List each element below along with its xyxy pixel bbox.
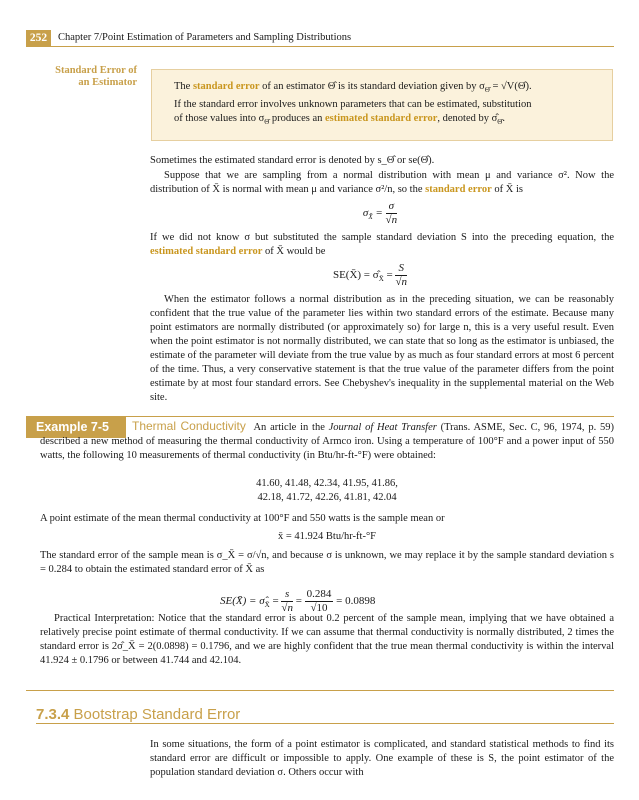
- definition-line-1: The standard error of an estimator Θ̂ is its standard deviation given by $\sigma_{\Thetâ}$ = √V(Θ̂).: [174, 81, 532, 95]
- example-mean-equation: x̄ = 41.924 Btu/hr-ft-°F: [278, 531, 376, 542]
- example-intro: Thermal Conductivity An article in the Journal of Heat Transfer (Trans. ASME, Sec. C, 96, 1974, p. 59) described a new method of measuring the thermal conductivity of Armco iron. Using a temperature of 100°F and a power input of 550 watts, the following 10 measurements of thermal conductivity (in Btu/hr-ft-°F) were obtained:: [40, 419, 614, 461]
- definition-line-3: of those values into $\sigma_{\Thetâ}$ produces an estimated standard error, denoted by $\sigmâ_{\Thetâ}$.: [174, 113, 505, 127]
- running-head: Chapter 7/Point Estimation of Parameters and Sampling Distributions: [58, 32, 352, 43]
- data-line-2: 42.18, 41.72, 42.26, 41.81, 42.04: [257, 492, 397, 503]
- paragraph-estimated-se: If we did not know σ but substituted the sample standard deviation S into the preceding equation, the estimated standard error of X̄ would be: [150, 232, 614, 257]
- header-rule: [26, 46, 614, 47]
- paragraph-normal-sampling: Suppose that we are sampling from a normal distribution with mean μ and variance σ². Now the distribution of X̄ is normal with mean μ and variance σ²/n, so the standard error of X̄ is: [150, 170, 614, 195]
- side-label-line-1: Standard Error of: [55, 65, 137, 76]
- equation-se-xbar: SE(X̄) = $\sigmâ_{X̄}$ = $\frac{S}{√n}$: [332, 262, 408, 288]
- section-rule: [36, 723, 614, 724]
- data-line-1: 41.60, 41.48, 42.34, 41.95, 41.86,: [256, 478, 398, 489]
- example-interpretation: Practical Interpretation: Notice that the standard error is about 0.2 percent of the sample mean, implying that we have obtained a relatively precise point estimate of thermal conductivity. If we can assume that thermal conductivity is normally distributed, 2 times the standard error is 2σ̂_X̄ = 2(0.0898) = 0.1796, and we are highly confident that the true mean thermal conductivity is within the interval 41.924 ± 0.1796 or between 41.744 and 42.104.: [40, 613, 614, 666]
- example-label: Example 7-5: [26, 416, 126, 438]
- term-estimated-standard-error: estimated standard error: [325, 113, 438, 125]
- equation-sigma-xbar: $\sigma_{X̄}$ = $\frac{\sigma}{√n}$: [362, 200, 398, 226]
- side-label-line-2: an Estimator: [78, 77, 137, 88]
- section-paragraph: In some situations, the form of a point estimator is complicated, and standard statistical methods to find its standard error are difficult or impossible to apply. One example of these is S, the point estimator of the population standard deviation σ. Others occur with: [150, 739, 614, 778]
- example-mean-text: A point estimate of the mean thermal conductivity at 100°F and 550 watts is the sample mean or: [40, 513, 445, 524]
- paragraph-two-standard-errors: When the estimator follows a normal distribution as in the preceding situation, we can be reasonably confident that the true value of the parameter lies within two standard errors of the estimate. Because many point estimators are normally distributed (or approximately so) for large n, this is a very useful result. Even when the point estimator is not normally distributed, we can state that so long as the estimator is unbiased, the estimate of the parameter will deviate from the true value by as much as four standard errors at most 6 percent of the time. Thus, a very conservative statement is that the true value of the parameter differs from the point estimate by at most four standard errors. See Chebyshev's inequality in the supplemental material on the Web site.: [150, 294, 614, 403]
- term-standard-error: standard error: [192, 81, 260, 92]
- section-title: Bootstrap Standard Error: [73, 706, 241, 723]
- example-bottom-rule: [26, 690, 614, 691]
- definition-line-2: If the standard error involves unknown parameters that can be estimated, substitution: [174, 98, 532, 110]
- section-heading: [36, 706, 240, 723]
- definition-box: [151, 69, 613, 141]
- journal-name: Journal of Heat Transfer: [328, 422, 437, 433]
- definition-side-label: [40, 65, 137, 89]
- page-number: 252: [26, 30, 51, 46]
- example-se-equation: SE(X̄) = $\sigmâ_{X̄}$ = $\frac{s}{√n}$ = $\frac{0.284}{√10}$ = 0.0898: [220, 588, 376, 614]
- example-title: Thermal Conductivity: [132, 419, 246, 433]
- paragraph-se-notation: Sometimes the estimated standard error is denoted by s_Θ̂ or se(Θ̂).: [150, 155, 435, 166]
- example-data: [40, 477, 614, 505]
- example-se-text: The standard error of the sample mean is σ_X̄ = σ/√n, and because σ is unknown, we may replace it by the sample standard deviation s = 0.284 to obtain the estimated standard error of X̄ as: [40, 550, 614, 575]
- section-number: 7.3.4: [36, 706, 70, 723]
